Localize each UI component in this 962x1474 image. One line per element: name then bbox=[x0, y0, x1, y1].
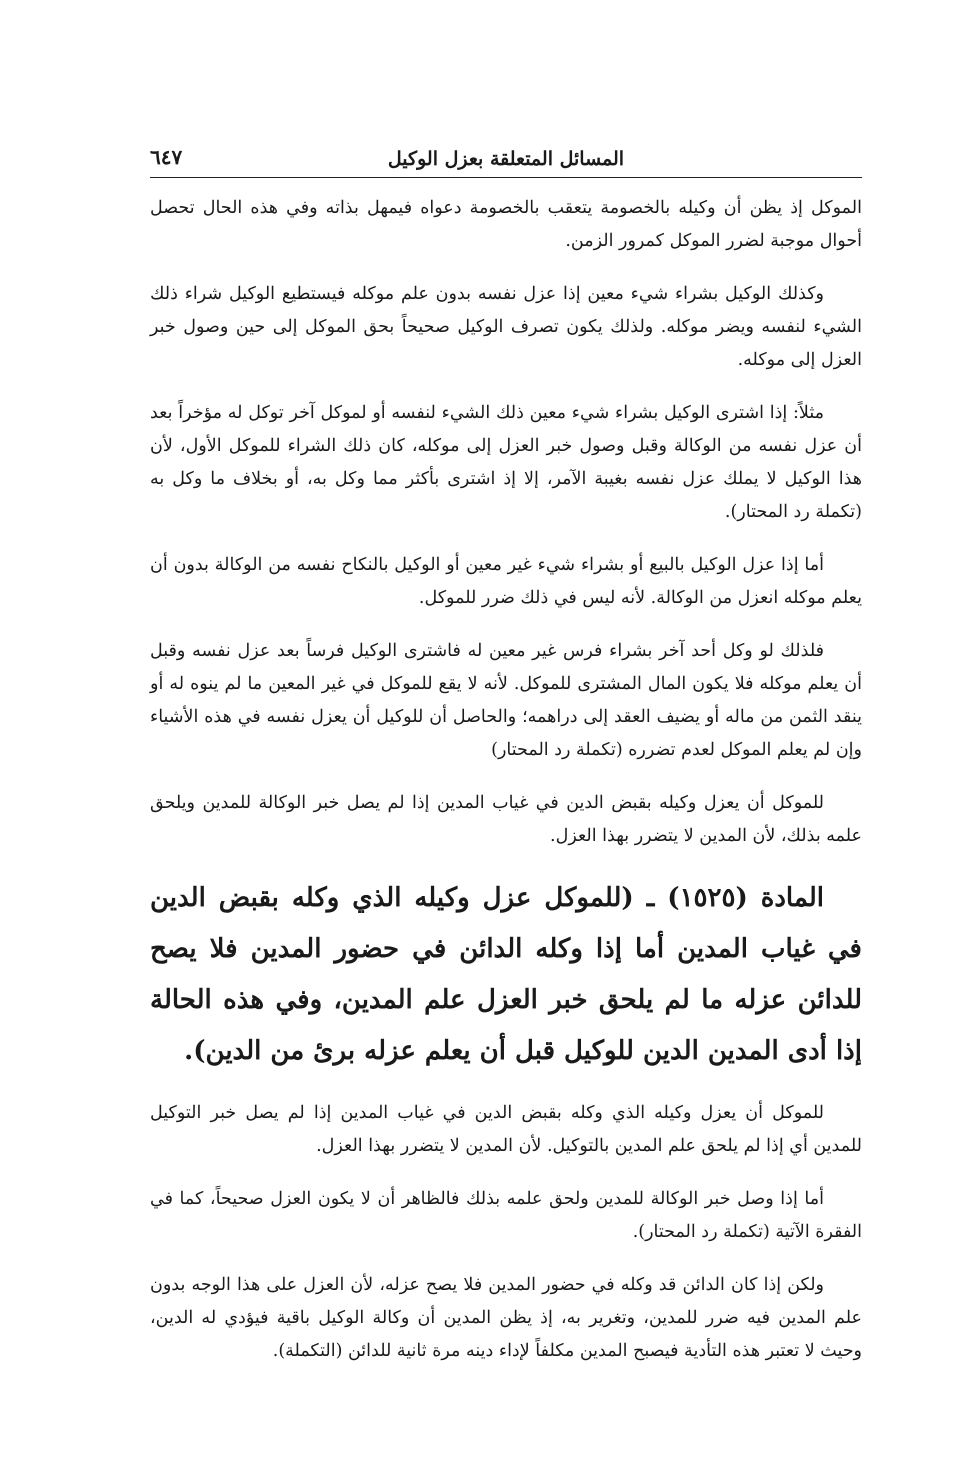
paragraph: فلذلك لو وكل أحد آخر بشراء فرس غير معين له فاشترى الوكيل فرساً بعد عزل نفسه وقبل أن يعلم موكله فلا يكون المال المشترى للموكل. لأنه لا يقع للموكل في غير المعين ما لم ينوه له أو ينقد الثمن من ماله أو يضيف العقد إلى دراهمه؛ والحاصل أن للوكيل أن يعزل نفسه في هذه الأشياء وإن لم يعلم الموكل لعدم تضرره (تكملة رد المحتار) bbox=[150, 641, 862, 760]
page-number: ٦٤٧ bbox=[150, 145, 183, 169]
paragraph: أما إذا عزل الوكيل بالبيع أو بشراء شيء غير معين أو الوكيل بالنكاح نفسه من الوكالة بدون أن يعلم موكله انعزل من الوكالة. لأنه ليس في ذلك ضرر للموكل. bbox=[150, 555, 862, 608]
page-body bbox=[150, 192, 862, 1388]
page-header bbox=[150, 143, 862, 175]
paragraph: مثلاً: إذا اشترى الوكيل بشراء شيء معين ذلك الشيء لنفسه أو لموكل آخر توكل له مؤخراً بعد أن عزل نفسه من الوكالة وقبل وصول خبر العزل إلى موكله، كان ذلك الشراء للموكل الأول، لأن هذا الوكيل لا يملك عزل نفسه بغيبة الآمر، إلا إذ اشترى بأكثر مما وكل به، أو بخلاف ما وكل به (تكملة رد المحتار). bbox=[150, 403, 862, 522]
paragraph: الموكل إذ يظن أن وكيله بالخصومة يتعقب بالخصومة دعواه فيمهل بذاته وفي هذه الحال تحصل أحوال موجبة لضرر الموكل كمرور الزمن. bbox=[150, 198, 862, 251]
commentary-paragraph: ولكن إذا كان الدائن قد وكله في حضور المدين فلا يصح عزله، لأن العزل على هذا الوجه بدون علم المدين فيه ضرر للمدين، وتغرير به، إذ يظن المدين أن وكالة الوكيل باقية فيؤدي له الدين، وحيث لا تعتبر هذه التأدية فيصبح المدين مكلفاً لإداء دينه مرة ثانية للدائن (التكملة). bbox=[150, 1275, 862, 1361]
commentary-paragraph: أما إذا وصل خبر الوكالة للمدين ولحق علمه بذلك فالظاهر أن لا يكون العزل صحيحاً، كما في الفقرة الآتية (تكملة رد المحتار). bbox=[150, 1189, 862, 1242]
commentary-paragraph: للموكل أن يعزل وكيله الذي وكله بقبض الدين في غياب المدين إذا لم يصل خبر التوكيل للمدين أي إذا لم يلحق علم المدين بالتوكيل. لأن المدين لا يتضرر بهذا العزل. bbox=[150, 1103, 862, 1156]
running-title: المسائل المتعلقة بعزل الوكيل bbox=[387, 148, 625, 170]
header-rule bbox=[150, 177, 862, 178]
paragraph: للموكل أن يعزل وكيله بقبض الدين في غياب المدين إذا لم يصل خبر الوكالة للمدين ويلحق علمه بذلك، لأن المدين لا يتضرر بهذا العزل. bbox=[150, 793, 862, 846]
paragraph: وكذلك الوكيل بشراء شيء معين إذا عزل نفسه بدون علم موكله فيستطيع الوكيل شراء ذلك الشيء لنفسه ويضر موكله. ولذلك يكون تصرف الوكيل صحيحاً بحق الموكل إلى حين وصول خبر العزل إلى موكله. bbox=[150, 284, 862, 370]
article-1525-text: المادة (١٥٢٥) ـ (للموكل عزل وكيله الذي وكله بقبض الدين في غياب المدين أما إذا وكله الدائن في حضور المدين فلا يصح للدائن عزله ما لم يلحق خبر العزل علم المدين، وفي هذه الحالة إذا أدى المدين الدين للوكيل قبل أن يعلم عزله برئ من الدين). bbox=[150, 883, 862, 1066]
